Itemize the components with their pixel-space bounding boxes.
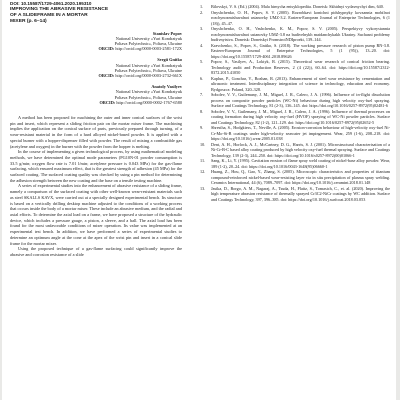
left-column	[10, 0, 182, 258]
author-name: Anatoly Vasilyev	[151, 84, 182, 90]
reference-text: Onyshchenko, O. H., Popov, S. V. (2005). Rozrobkavi konichni pidshypnyky kovzannia mobilnoi rozchynozmishuvalnoi ustanovky UMZ-3.2. Eastern-European Journal of Enterprise Technologies, 6 (1 (18)), 45–47.	[211, 9, 390, 26]
reference-number: 4.	[200, 42, 204, 48]
author-affiliation: National University «Yuri Kondratyuk	[115, 89, 182, 95]
reference-item	[200, 10, 390, 27]
author-block	[10, 31, 182, 52]
reference-text: Popov, S., Vasilyev, A., Loktyk, R. (2015). Theoretical wear research of conical friction bearing. Technology audit and Production Reserves, 2 (4 (22)), 60–64. doi: https://doi.org/10.15587/2312-8372.2015.41050	[211, 59, 390, 75]
reference-number: 10.	[200, 141, 206, 147]
reference-text: Sobolev, V. V., Guilemany, J. M., Miguel, J. R., Calero, J. A. (1996). Influence of in-flight dissolution process on composite powder particles (WC-Ni) behaviour during high velocity oxy-fuel spraying. Surface and Coatings Technology, 81 (2-3), 136–145. doi: https://doi.org/10.1016/0257-8972(95)02481-6	[211, 92, 390, 108]
abstract	[10, 115, 182, 258]
reference-text: Bilovskyi, V. S. (Ed.) (2004). Mala hirnycha entsyklopediia. Donetsk: Skhidnyi vydavnychyi dim, 640.	[211, 4, 384, 9]
author-block	[10, 57, 182, 78]
article-doi: DOI: 10.15587/1729-4061.2020.195310	[10, 1, 92, 6]
reference-text: Onyshchenko, O. H., Vashchenko, K. M., Popov, S. V. (2005). Perspektyvy vykorystannia rozchynozmishuvalnoi ustanovky UMZ-3.8 na budivelnykh maidanchykakh Ukrainy. Suchasni problemy budivnytstva. Donetsk: Donetskyi PromstroiNDIproekt, 139–144.	[211, 26, 390, 42]
reference-number: 9.	[200, 125, 204, 130]
abstract-paragraph: In the course of implementing a given technological process, by using mathematical modeling methods, we have determined the optimal mode parameters (PG10N-01 powder consumption is 33.5 g/min; oxygen flow rate is 7.01 l/min; acetylene pressure is 0.043 MPa) for the gas-flame surfacing, which ensured maximum effect, that is the greatest strength of adhesion (45 MPa) for the surfaced coating. The surfaced coating quality was checked by using a pin method for determining the adhesion strength between the new coating and the base on a tensile testing machine.	[10, 149, 182, 183]
title-line: OF A SLIDEFRAME IN A MORTAR	[10, 12, 88, 18]
reference-item	[200, 109, 390, 126]
reference-item	[200, 76, 390, 93]
article-title	[10, 7, 182, 25]
orcid-label: ORCID:	[99, 99, 116, 105]
reference-number: 7.	[200, 92, 204, 97]
abstract-paragraph: A method has been proposed for machining the outer and inner conical surfaces of the wrist pin and insert, which represent a sliding friction pair on the mortar mixer frame. The machining implies the application on the conical surface of parts, previously prepared through turning, of a wear-resistant material in the form of a hard alloyed nickel-based powder. It is applied with a special burner with a hopper-dispenser filled with powder. The result of mixing a combustible gas (acetylene and oxygen) in the burner with the powder from the hopper is melting.	[10, 115, 182, 149]
reference-item	[200, 158, 390, 169]
reference-item	[200, 59, 390, 76]
title-line: MIXER (p. 6–14)	[10, 18, 47, 24]
reference-number: 8.	[200, 108, 204, 114]
abstract-paragraph: Using the proposed technique of a gas-flame surfacing could significantly improve the abrasive and corrosion resistance of a slide	[10, 246, 182, 257]
orcid-link[interactable]: http://orcid.org/0000-0003-2581-172X	[115, 46, 182, 52]
reference-number: 13.	[200, 185, 206, 191]
author-block	[10, 84, 182, 105]
author-name: Sergii Gnitko	[157, 57, 182, 63]
orcid-link[interactable]: http://orcid.org/0000-0002-1767-6580	[116, 99, 182, 105]
reference-text: Dent, A. H., Horlock, A. J., McCartney, D. G., Harris, S. J. (2001). Microstructural characterisation of a Ni-Cr-B-C based alloy coating produced by high velocity oxy-fuel thermal spraying. Surface and Coatings Technology, 139 (2-3), 244–250. doi: https://doi.org/10.1016/s0257-8972(00)01066-1	[211, 141, 390, 158]
reference-item	[200, 26, 390, 43]
author-name: Stanislav Popov	[152, 30, 182, 36]
reference-item	[200, 92, 390, 109]
author-affiliation: Poltava Polytechnic», Poltava, Ukraine	[114, 67, 182, 73]
reference-item	[200, 142, 390, 159]
author-affiliation: Poltava Polytechnic», Poltava, Ukraine	[114, 41, 182, 46]
reference-number: 12.	[200, 169, 206, 174]
reference-number: 5.	[200, 59, 204, 64]
reference-number: 11.	[200, 158, 206, 163]
reference-number: 2.	[200, 9, 204, 15]
reference-number: 1.	[200, 4, 204, 9]
reference-list	[200, 4, 390, 202]
reference-item	[200, 125, 390, 142]
reference-text: Shrestha, S., Hodgkiess, T., Neville, A. (2005). Erosion-corrosion behaviour of high-velocity oxy-fuel Ni-Cr-Mo-Si-B coatings under high-velocity seawater jet impingement. Wear, 259 (1-6), 208–218. doi: https://doi.org/10.1016/j.wear.2005.01.038	[211, 125, 390, 141]
reference-number: 6.	[200, 75, 204, 81]
reference-text: Kravchenko, S., Popov, S., Gnitko, S. (2018). The working pressure research of piston pump RN-3.8. Eastern-European Journal of Enterprise Technologies, 5 (1 (95)), 13–20. doi: https://doi.org/10.15587/1729-4061.2018.89626	[211, 42, 390, 59]
author-orcid	[10, 73, 182, 78]
journal-page	[2, 0, 396, 400]
reference-item	[200, 186, 390, 203]
reference-item	[200, 43, 390, 60]
reference-text: Jasika, D., Borgo, A. M., Nagaraj, A., Tsuda, H., Flaitz, S., Tomasich, C., et. al. (2020). Improving the high temperature abrasion resistance of thermally sprayed Cr3C2-NiCr coatings by WC addition. Surface and Coatings Technology, 397, 396–385. doi: https://doi.org/10.1016/j.surfcoat.2018.03.053	[211, 185, 390, 202]
reference-item	[200, 169, 390, 186]
author-affiliation: Poltava Polytechnic», Poltava, Ukraine	[114, 94, 182, 100]
author-affiliation: National University «Yuri Kondratyuk	[115, 35, 182, 41]
orcid-link[interactable]: http://orcid.org/0000-0003-2732-661X	[115, 73, 182, 79]
author-orcid	[10, 100, 182, 105]
right-column	[200, 0, 390, 202]
reference-text: Huang, Z., Hou, Q., Gao, Y., Zhang, S. (2005). Microscopic characteristics and properties of titanium compound-reinforced nickel-based wear-resisting layer via in situ precipitation of plasma spray welding. Ceramics International, 44 (6), 7089–7097. doi: https://doi.org/10.1016/j.ceramint.2018.01.148	[211, 169, 390, 185]
author-orcid	[10, 46, 182, 51]
reference-text: Sobolev, V. V., Guilemany, J. M., Miguel, J. R., Calero, J. A. (1996). Influence of thermal processes on coating formation during high velocity oxy-fuel (HVOF) spraying of WC-Ni powder particles. Surface and Coatings Technology, 82 (1-2), 121–129. doi: https://doi.org/10.1016/0257-8972(95)02652-5	[211, 108, 390, 125]
abstract-paragraph: A series of experimental studies into the enhancement of abrasive resistance of a sliding frame, namely a comparison of the surfaced coating with other well-known wear-resistant materials such as steel SKALLS KAVX, were carried out at a specially designed experimental bench. Its structure is based on a vertically drilling desktop machine adjusted to the conditions of a working process that occurs inside the body of a mortar mixer. These include an abrasive medium, and the radial and axial efforts. To determine the axial load on a frame, we have proposed a structure of the hydraulic device, which includes a pressure gauge, a piston, a sleeve, and a ball. The axial load has been found for the most unfavorable conditions of mixer operation. Its value was implemented at an experimental test bench. In addition, we have performed a series of experimental studies to determine an optimum angle at the cone at the apex of the wrist pin and insert in a conical slide frame for the mortar mixer.	[10, 183, 182, 246]
orcid-label: ORCID:	[98, 46, 115, 52]
orcid-label: ORCID:	[98, 73, 115, 79]
title-line: IMPROVING THE ABRASIVE RESISTANCE	[10, 6, 109, 12]
reference-number: 3.	[200, 26, 204, 31]
reference-text: Sang, K., Li, Y. (1995). Cavitation erosion of flame spray weld coating of nickel-base alloy powder. Wear, 189 (1-2), 20–24. doi: https://doi.org/10.1016/0043-1648(95)06660-1	[211, 158, 390, 169]
author-affiliation: National University «Yuri Kondratyuk	[115, 62, 182, 68]
reference-text: Kaplun, P., Gonchar, V., Bozhan, R. (2013). Enhancement of steel wear resistance by cementation and ultrasonic treatment. Interdisciplinary integration of science in technology, education and economy. Bydgoszcz: Poland, 320–328.	[211, 75, 390, 92]
